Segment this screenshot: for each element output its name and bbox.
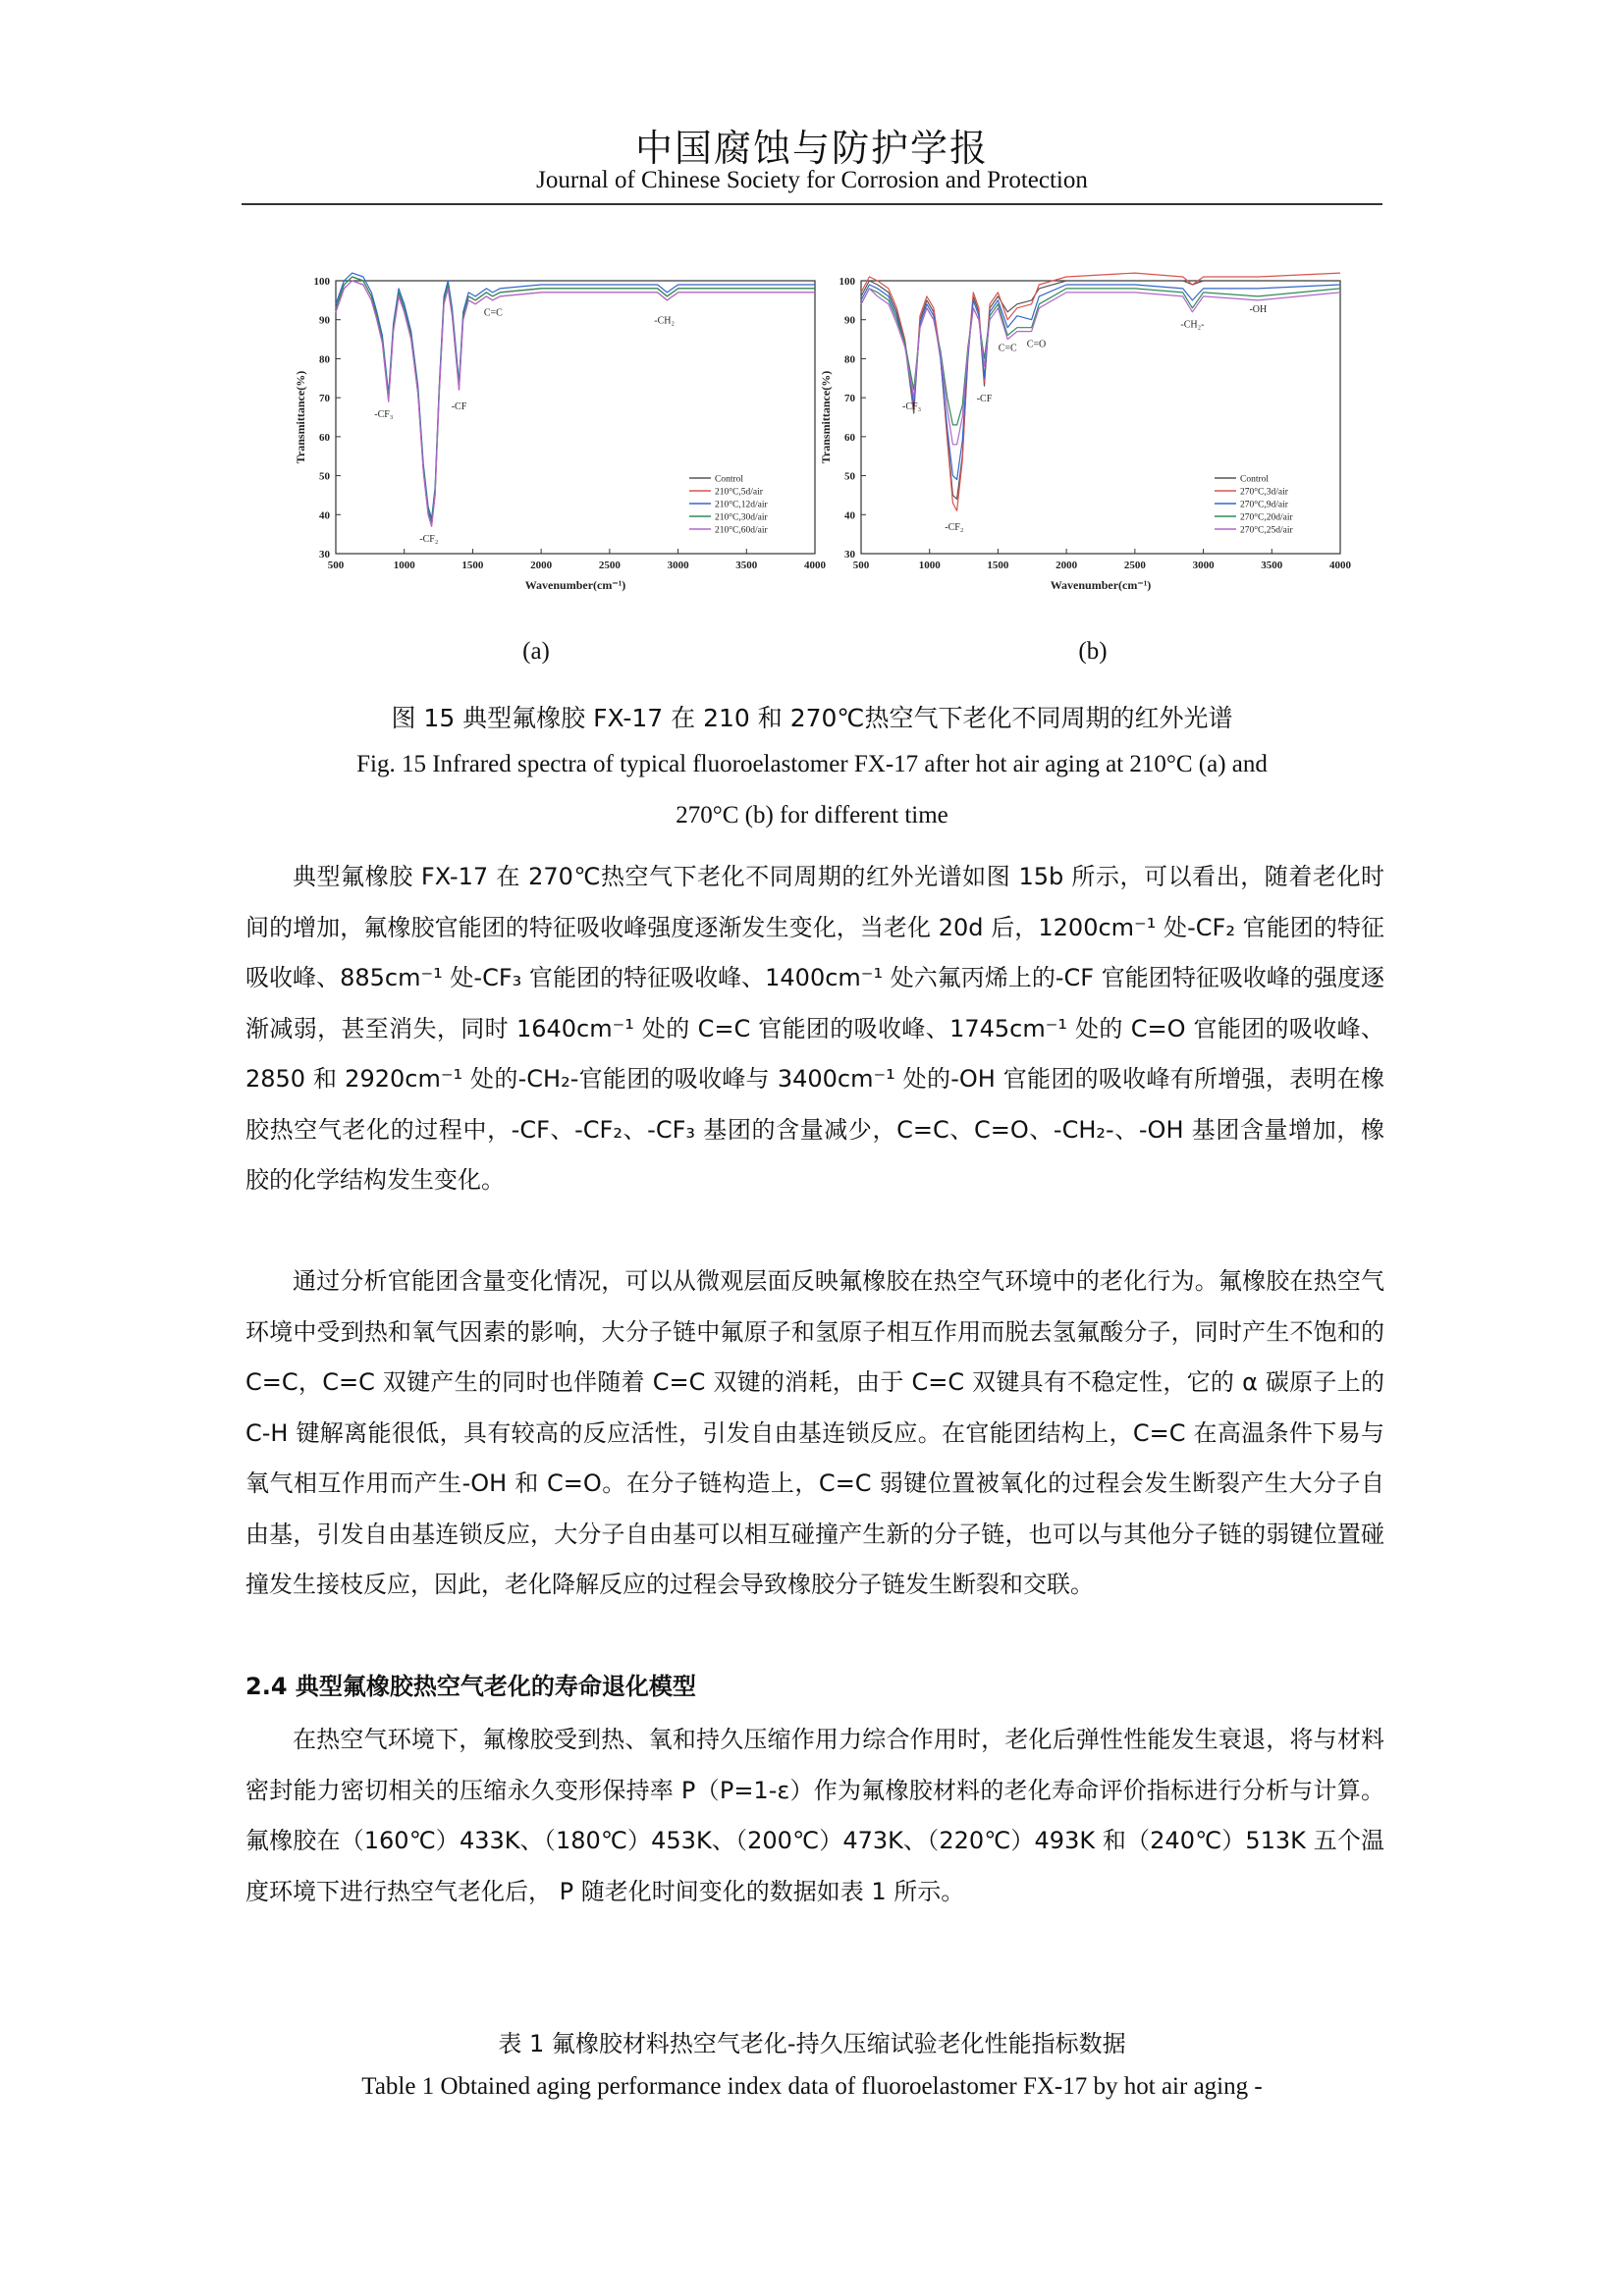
peak-annotation: C=C [998, 343, 1017, 354]
legend-entry: 210°C,12d/air [715, 500, 768, 510]
y-tick-label: 100 [839, 276, 855, 288]
x-tick-label: 4000 [1329, 560, 1351, 571]
body-paragraph-1 [245, 852, 1384, 1206]
y-tick-label: 40 [319, 509, 330, 522]
table-caption-en: Table 1 Obtained aging performance index data of fluoroelastomer FX-17 by hot air aging - [361, 2073, 1263, 2100]
figure-caption-cn: 图 15 典型氟橡胶 FX-17 在 210 和 270℃热空气下老化不同周期的红外光谱 [391, 704, 1233, 732]
legend-entry: Control [715, 474, 744, 485]
peak-annotation: -CH₂- [1180, 319, 1205, 331]
legend-entry: 270°C,9d/air [1240, 500, 1288, 510]
ir-spectrum-chart-a [295, 267, 844, 601]
section-heading: 2.4 典型氟橡胶热空气老化的寿命退化模型 [245, 1673, 696, 1700]
y-tick-label: 100 [313, 276, 330, 288]
y-tick-label: 80 [319, 353, 330, 366]
y-tick-label: 70 [319, 393, 330, 405]
x-axis-label: Wavenumber(cm⁻¹) [524, 578, 626, 592]
legend-entry: 270°C,3d/air [1240, 487, 1288, 498]
x-tick-label: 4000 [804, 560, 826, 571]
y-tick-label: 60 [319, 431, 330, 444]
y-tick-label: 40 [844, 509, 855, 522]
x-tick-label: 2500 [598, 560, 621, 571]
legend-entry: 210°C,5d/air [715, 487, 763, 498]
series-line [861, 289, 1340, 425]
body-paragraph-3 [245, 1715, 1384, 1917]
y-tick-label: 80 [844, 353, 855, 366]
body-paragraph-2 [245, 1256, 1384, 1611]
y-tick-label: 70 [844, 393, 855, 405]
x-tick-label: 1000 [393, 560, 415, 571]
x-tick-label: 1000 [918, 560, 941, 571]
x-tick-label: 2000 [1056, 560, 1078, 571]
y-tick-label: 90 [319, 314, 330, 327]
x-tick-label: 500 [327, 560, 345, 571]
paragraph-text: 在热空气环境下，氟橡胶受到热、氧和持久压缩作用力综合作用时，老化后弹性性能发生衰退，将与材料密封能力密切相关的压缩永久变形保持率 P（P=1-ε）作为氟橡胶材料的老化寿命评价指标进行分析与计算。氟橡胶在（160℃）433K、（180℃）453K、（200℃）473K、（220℃）493K 和（240℃）513K 五个温度环境下进行热空气老化后， P 随老化时间变化的数据如表 1 所示。 [245, 1726, 1384, 1905]
legend-entry: 210°C,30d/air [715, 512, 768, 523]
journal-title-en: Journal of Chinese Society for Corrosion and Protection [536, 167, 1088, 193]
x-axis-label: Wavenumber(cm⁻¹) [1050, 578, 1152, 592]
peak-annotation: -CF₃ [902, 401, 922, 413]
table-caption-cn: 表 1 氟橡胶材料热空气老化-持久压缩试验老化性能指标数据 [498, 2030, 1126, 2057]
y-tick-label: 90 [844, 314, 855, 327]
x-tick-label: 3000 [667, 560, 689, 571]
y-tick-label: 30 [844, 549, 855, 561]
series-line [336, 277, 815, 522]
x-tick-label: 2000 [530, 560, 553, 571]
figure-caption-en-line2: 270°C (b) for different time [676, 802, 948, 828]
y-tick-label: 50 [319, 470, 330, 483]
peak-annotation: C=C [483, 307, 503, 319]
legend-entry: 270°C,20d/air [1240, 512, 1293, 523]
x-tick-label: 2500 [1123, 560, 1146, 571]
series-line [861, 285, 1340, 480]
y-tick-label: 50 [844, 470, 855, 483]
paragraph-text: 典型氟橡胶 FX-17 在 270℃热空气下老化不同周期的红外光谱如图 15b 所示，可以看出，随着老化时间的增加，氟橡胶官能团的特征吸收峰强度逐渐发生变化，当老化 20d 后，1200cm⁻¹ 处-CF₂ 官能团的特征吸收峰、885cm⁻¹ 处-CF₃ 官能团的特征吸收峰、1400cm⁻¹ 处六氟丙烯上的-CF 官能团特征吸收峰的强度逐渐减弱，甚至消失，同时 1640cm⁻¹ 处的 C=C 官能团的吸收峰、1745cm⁻¹ 处的 C=O 官能团的吸收峰、2850 和 2920cm⁻¹ 处的-CH₂-官能团的吸收峰与 3400cm⁻¹ 处的-OH 官能团的吸收峰有所增强，表明在橡胶热空气老化的过程中，-CF、-CF₂、-CF₃ 基团的含量减少，C=C、C=O、-CH₂-、-OH 基团含量增加，橡胶的化学结构发生变化。 [245, 863, 1384, 1194]
y-tick-label: 30 [319, 549, 330, 561]
peak-annotation: -CH₂ [654, 315, 675, 327]
peak-annotation: -OH [1249, 303, 1268, 315]
y-tick-label: 60 [844, 431, 855, 444]
panel-label-b: (b) [1078, 638, 1108, 665]
x-tick-label: 500 [852, 560, 870, 571]
panel-label-a: (a) [522, 638, 550, 665]
x-tick-label: 1500 [461, 560, 484, 571]
x-tick-label: 3500 [735, 560, 758, 571]
peak-annotation: -CF [451, 401, 467, 413]
chart-svg [295, 267, 844, 601]
legend-entry: Control [1240, 474, 1270, 485]
legend-entry: 210°C,60d/air [715, 525, 768, 536]
ir-spectrum-chart-b [820, 267, 1370, 601]
peak-annotation: -CF₃ [374, 409, 394, 420]
peak-annotation: C=O [1026, 339, 1047, 350]
x-tick-label: 3500 [1261, 560, 1283, 571]
peak-annotation: -CF₂ [945, 522, 964, 534]
x-tick-label: 1500 [987, 560, 1009, 571]
peak-annotation: -CF₂ [419, 534, 439, 546]
figure-caption-en-line1: Fig. 15 Infrared spectra of typical fluoroelastomer FX-17 after hot air aging at 210°C (a) and [356, 751, 1268, 777]
legend-entry: 270°C,25d/air [1240, 525, 1293, 536]
paragraph-text: 通过分析官能团含量变化情况，可以从微观层面反映氟橡胶在热空气环境中的老化行为。氟橡胶在热空气环境中受到热和氧气因素的影响，大分子链中氟原子和氢原子相互作用而脱去氢氟酸分子，同时产生不饱和的 C=C，C=C 双键产生的同时也伴随着 C=C 双键的消耗，由于 C=C 双键具有不稳定性，它的 α 碳原子上的 C-H 键解离能很低，具有较高的反应活性，引发自由基连锁反应。在官能团结构上，C=C 在高温条件下易与氧气相互作用而产生-OH 和 C=O。在分子链构造上，C=C 弱键位置被氧化的过程会发生断裂产生大分子自由基，引发自由基连锁反应，大分子自由基可以相互碰撞产生新的分子链，也可以与其他分子链的弱键位置碰撞发生接枝反应，因此，老化降解反应的过程会导致橡胶分子链发生断裂和交联。 [245, 1267, 1384, 1598]
peak-annotation: -CF [976, 394, 993, 405]
y-axis-label: Transmittance(%) [819, 370, 833, 464]
series-line [336, 277, 815, 522]
chart-svg [820, 267, 1370, 601]
header-rule [242, 203, 1382, 205]
journal-title-cn: 中国腐蚀与防护学报 [634, 127, 989, 170]
y-axis-label: Transmittance(%) [294, 370, 307, 464]
x-tick-label: 3000 [1192, 560, 1215, 571]
